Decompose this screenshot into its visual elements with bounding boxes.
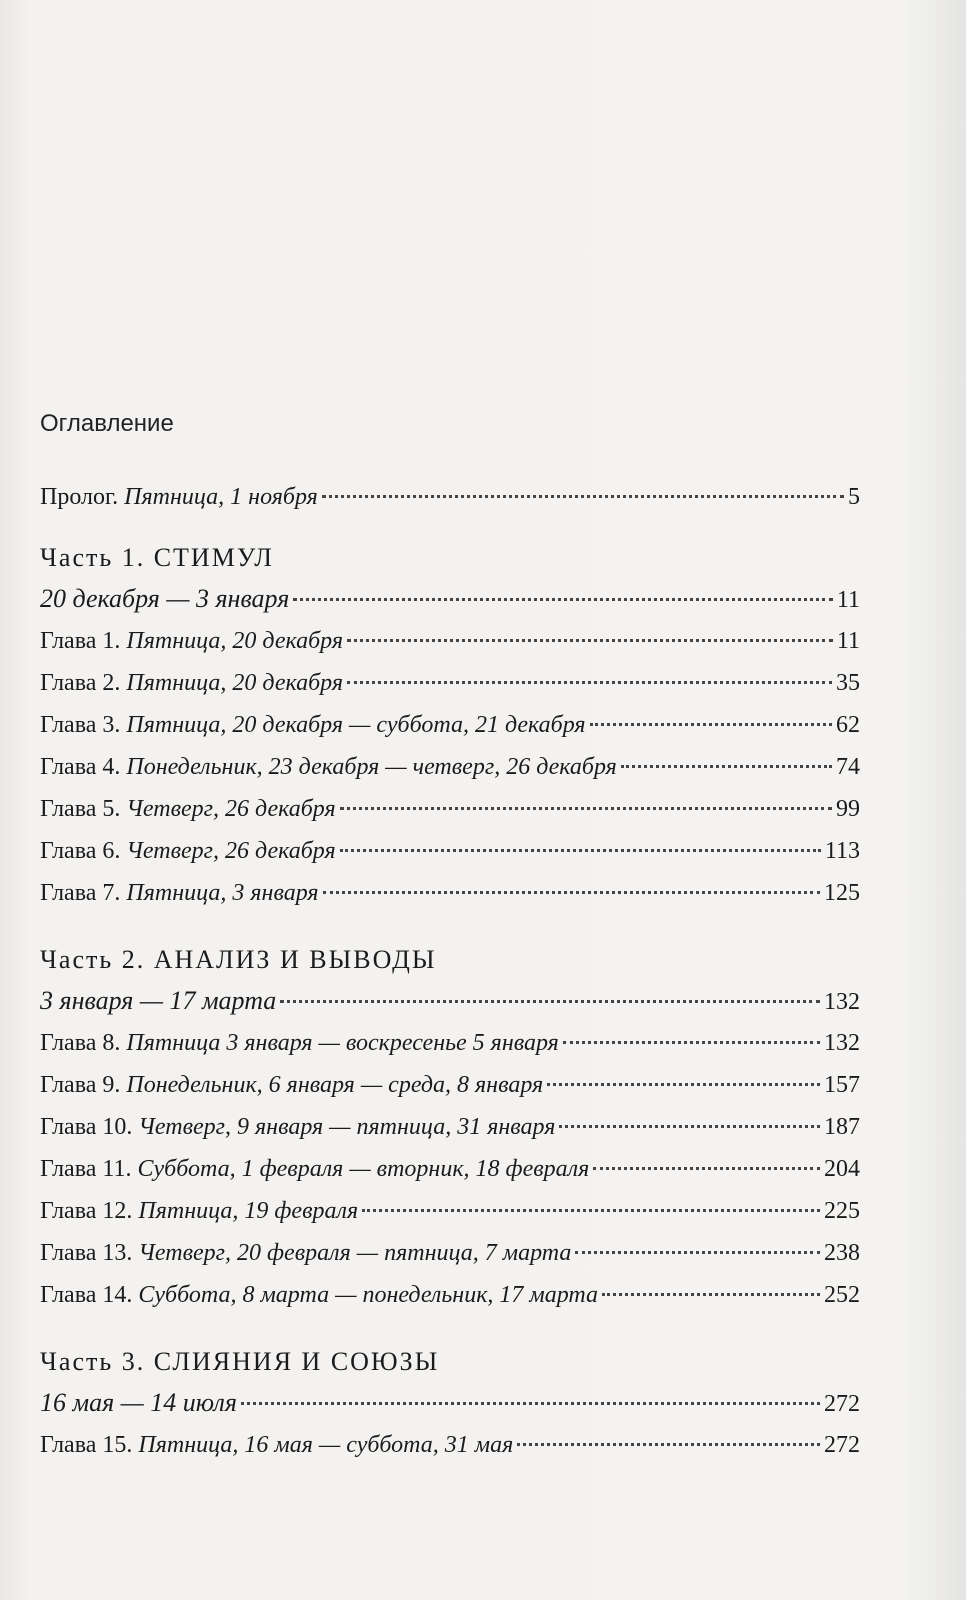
chapter-title: Пятница, 20 декабря <box>126 628 344 654</box>
dot-leader <box>517 1443 820 1446</box>
chapter-number: Глава 8. <box>40 1030 121 1056</box>
toc-entry-chapter <box>40 1190 860 1232</box>
toc-entry-chapter <box>40 830 860 872</box>
chapter-number: Глава 1. <box>40 628 121 654</box>
chapter-number: Глава 2. <box>40 670 121 696</box>
page-number: 204 <box>824 1156 860 1182</box>
chapter-number: Глава 6. <box>40 838 121 864</box>
chapter-title: Четверг, 26 декабря <box>126 796 336 822</box>
dot-leader <box>547 1083 820 1086</box>
chapter-number: Глава 3. <box>40 712 121 738</box>
entry-label <box>40 1022 559 1064</box>
page-number: 225 <box>824 1198 860 1224</box>
toc-heading: Оглавление <box>40 410 174 437</box>
dot-leader <box>347 639 833 642</box>
chapter-number: Глава 15. <box>40 1432 133 1458</box>
toc-entry-chapter <box>40 620 860 662</box>
chapter-title: Пятница, 20 декабря <box>126 670 344 696</box>
chapter-title: Четверг, 26 декабря <box>126 838 336 864</box>
chapter-number: Глава 10. <box>40 1114 133 1140</box>
page-number: 132 <box>824 1030 860 1056</box>
page-number: 187 <box>824 1114 860 1140</box>
entry-label <box>40 1232 571 1274</box>
entry-label <box>40 1064 543 1106</box>
dot-leader <box>347 681 832 684</box>
page-number: 11 <box>836 628 860 654</box>
toc-entry-chapter <box>40 1232 860 1274</box>
dot-leader <box>293 598 833 601</box>
chapter-title: Суббота, 1 февраля — вторник, 18 февраля <box>137 1156 590 1182</box>
entry-label <box>40 662 343 704</box>
toc-entry-part-range <box>40 980 860 1022</box>
toc-entry-chapter <box>40 1064 860 1106</box>
page-number: 5 <box>848 484 860 510</box>
chapter-number: Глава 9. <box>40 1072 121 1098</box>
chapter-title: Пятница, 19 февраля <box>138 1198 359 1224</box>
page-number: 252 <box>824 1282 860 1308</box>
dot-leader <box>563 1041 820 1044</box>
entry-label <box>40 1190 358 1232</box>
chapter-number: Глава 12. <box>40 1198 133 1224</box>
toc-entry-chapter <box>40 1148 860 1190</box>
dot-leader <box>590 723 832 726</box>
chapter-number: Глава 13. <box>40 1240 133 1266</box>
page-number: 125 <box>824 880 860 906</box>
page-number: 132 <box>824 989 860 1015</box>
page-number: 11 <box>836 587 860 613</box>
dot-leader <box>593 1167 820 1170</box>
dot-leader <box>340 849 821 852</box>
entry-label <box>40 1424 513 1466</box>
dot-leader <box>559 1125 820 1128</box>
entry-label <box>40 1148 589 1190</box>
chapter-title: Пятница, 20 декабря — суббота, 21 декабря <box>126 712 586 738</box>
chapter-title: Понедельник, 6 января — среда, 8 января <box>126 1072 544 1098</box>
chapter-title: Суббота, 8 марта — понедельник, 17 марта <box>138 1282 599 1308</box>
part-title: Часть 1. СТИМУЛ <box>40 543 274 572</box>
toc-entry-chapter <box>40 1424 860 1466</box>
page-number: 157 <box>824 1072 860 1098</box>
page-number: 99 <box>836 796 860 822</box>
toc-entry-part-range <box>40 578 860 620</box>
toc-entry-chapter <box>40 788 860 830</box>
dot-leader <box>241 1402 820 1405</box>
dot-leader <box>340 807 832 810</box>
toc-entry-prologue <box>40 476 860 518</box>
chapter-title: Четверг, 9 января — пятница, 31 января <box>138 1114 556 1140</box>
chapter-number: Глава 11. <box>40 1156 132 1182</box>
chapter-number: Глава 4. <box>40 754 121 780</box>
entry-label <box>40 788 336 830</box>
chapter-number: Глава 5. <box>40 796 121 822</box>
toc-entry-chapter <box>40 704 860 746</box>
entry-label <box>40 830 336 872</box>
chapter-title: Понедельник, 23 декабря — четверг, 26 декабря <box>126 754 617 780</box>
entry-label <box>40 704 586 746</box>
toc-entry-chapter <box>40 662 860 704</box>
table-of-contents <box>40 476 860 1466</box>
toc-entry-part-range <box>40 1382 860 1424</box>
chapter-number: Глава 14. <box>40 1282 133 1308</box>
page-number: 74 <box>836 754 860 780</box>
page-number: 272 <box>824 1432 860 1458</box>
dot-leader <box>602 1293 820 1296</box>
entry-label <box>40 1106 555 1148</box>
dot-leader <box>322 495 844 498</box>
dot-leader <box>575 1251 820 1254</box>
toc-entry-chapter <box>40 1022 860 1064</box>
entry-label: Пролог. Пятница, 1 ноября <box>40 484 318 510</box>
toc-entry-chapter <box>40 746 860 788</box>
part-range: 20 декабря — 3 января <box>40 584 290 613</box>
dot-leader <box>621 765 832 768</box>
dot-leader <box>323 891 820 894</box>
page-number: 238 <box>824 1240 860 1266</box>
page-number: 113 <box>824 838 860 864</box>
part-range: 3 января — 17 марта <box>40 986 277 1015</box>
page-number: 35 <box>836 670 860 696</box>
toc-entry-chapter <box>40 1106 860 1148</box>
page-number: 62 <box>836 712 860 738</box>
part-range: 16 мая — 14 июля <box>40 1388 237 1417</box>
dot-leader <box>362 1209 820 1212</box>
dot-leader <box>280 1000 820 1003</box>
page-number: 272 <box>824 1391 860 1417</box>
entry-label <box>40 620 343 662</box>
chapter-number: Глава 7. <box>40 880 121 906</box>
chapter-title: Пятница 3 января — воскресенье 5 января <box>126 1030 559 1056</box>
entry-label <box>40 1274 598 1316</box>
chapter-title: Пятница, 3 января <box>126 880 319 906</box>
parts-list <box>40 534 860 1466</box>
chapter-title: Четверг, 20 февраля — пятница, 7 марта <box>138 1240 572 1266</box>
chapter-title: Пятница, 16 мая — суббота, 31 мая <box>138 1432 514 1458</box>
part-title: Часть 3. СЛИЯНИЯ И СОЮЗЫ <box>40 1347 440 1376</box>
entry-label <box>40 746 617 788</box>
entry-label <box>40 872 319 914</box>
part-title: Часть 2. АНАЛИЗ И ВЫВОДЫ <box>40 945 437 974</box>
toc-entry-chapter <box>40 872 860 914</box>
toc-entry-chapter <box>40 1274 860 1316</box>
